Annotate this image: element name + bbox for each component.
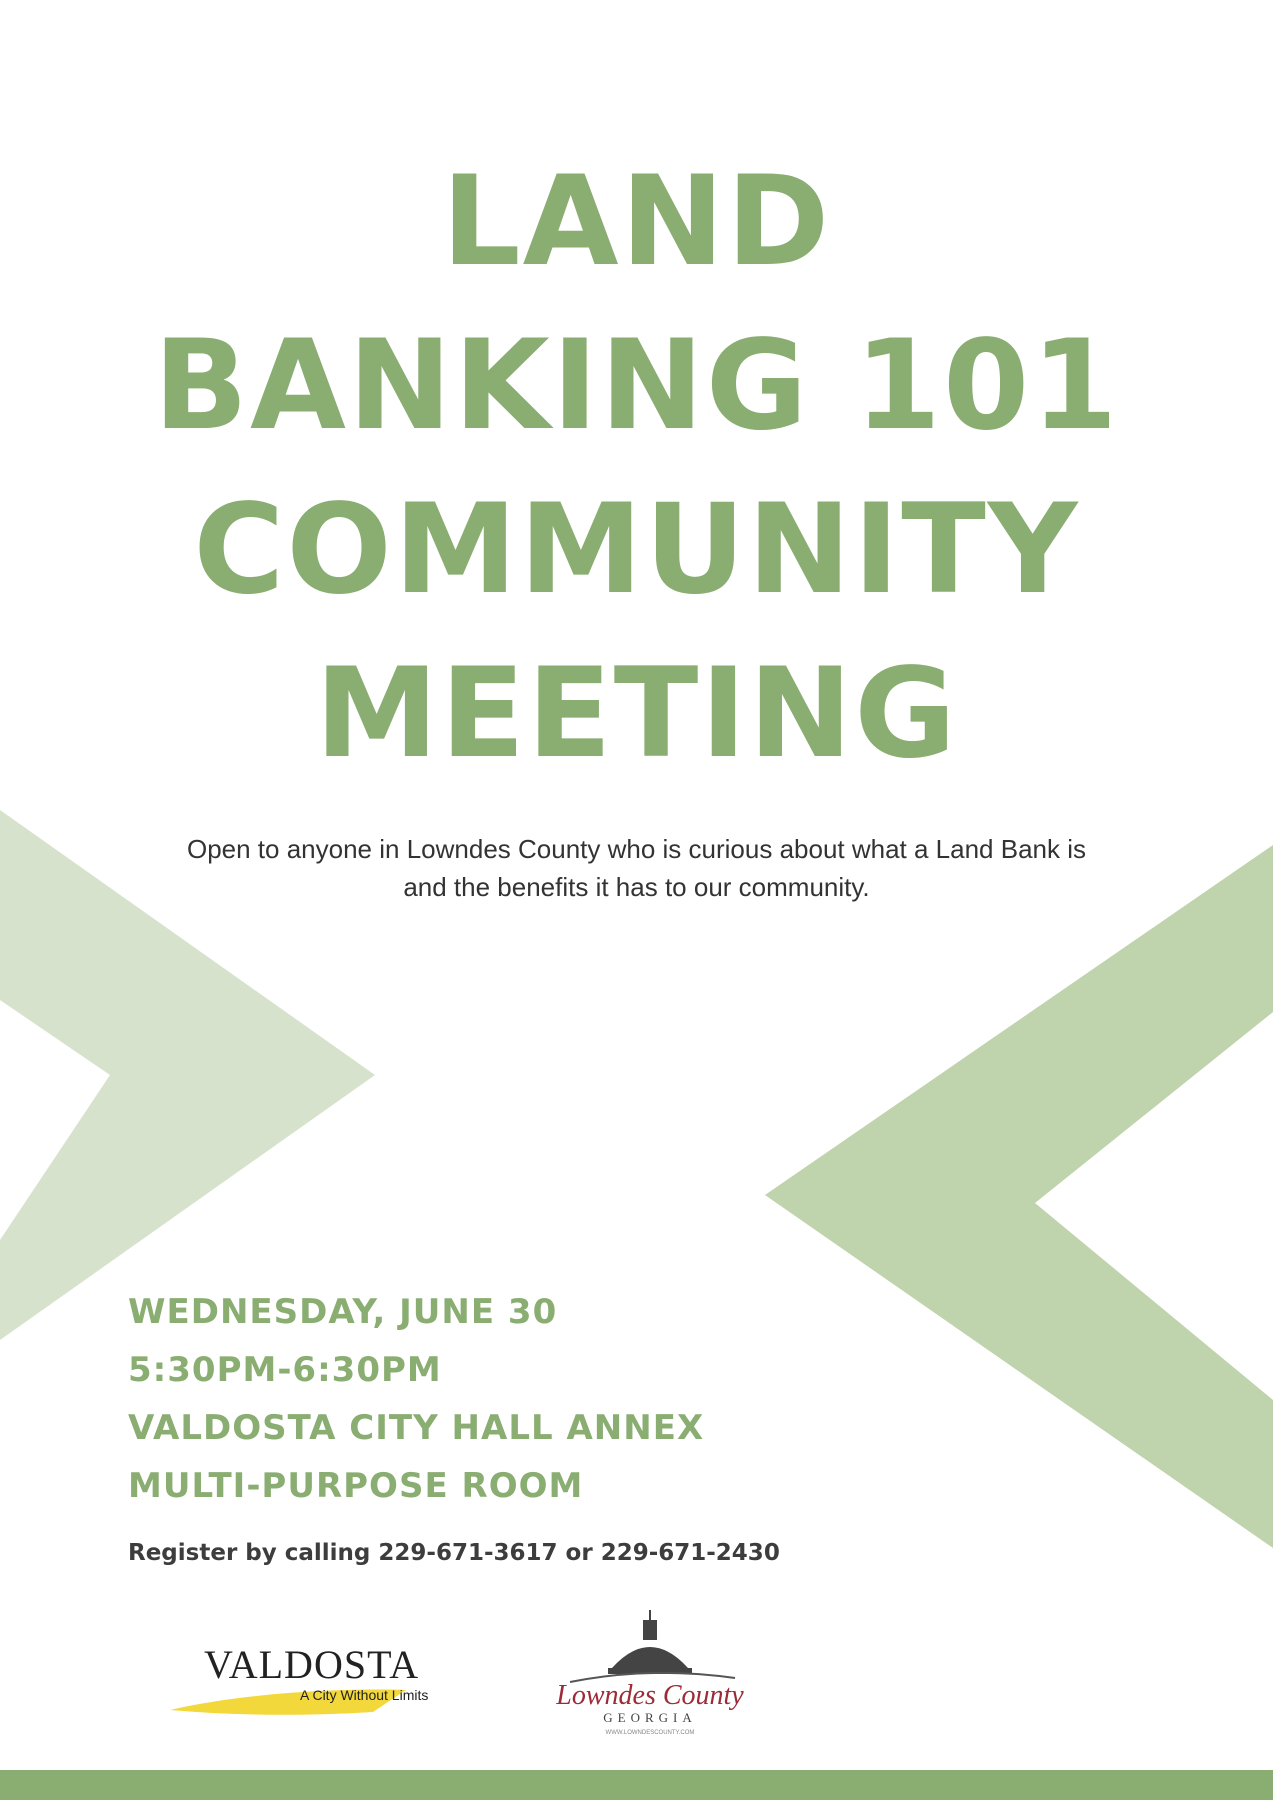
register-info: Register by calling 229-671-3617 or 229-671-2430 [128, 1540, 780, 1566]
title-line-1: LAND [441, 150, 832, 294]
title-line-2: BANKING 101 [153, 314, 1120, 458]
lowndes-wordmark: Lowndes County [556, 1680, 744, 1711]
event-details [128, 1283, 928, 1515]
event-time: 5:30PM-6:30PM [128, 1350, 442, 1390]
description [100, 830, 1173, 906]
title-line-4: MEETING [314, 642, 959, 786]
lowndes-url: WWW.LOWNDESCOUNTY.COM [605, 1730, 695, 1736]
description-line-1: Open to anyone in Lowndes County who is curious about what a Land Bank is [186, 834, 1087, 864]
valdosta-tagline: A City Without Limits [300, 1687, 429, 1703]
event-date: WEDNESDAY, JUNE 30 [128, 1292, 558, 1332]
description-line-2: and the benefits it has to our community. [403, 872, 870, 902]
lowndes-county-logo [550, 1608, 750, 1738]
title-line-3: COMMUNITY [193, 478, 1080, 622]
valdosta-logo [168, 1640, 458, 1730]
bottom-bar [0, 1770, 1273, 1800]
event-venue: VALDOSTA CITY HALL ANNEX [128, 1408, 705, 1448]
valdosta-wordmark: VALDOSTA [204, 1642, 420, 1687]
lowndes-state: GEORGIA [603, 1710, 697, 1725]
poster-title [0, 140, 1273, 796]
courthouse-dome-icon [570, 1610, 735, 1682]
event-room: MULTI-PURPOSE ROOM [128, 1466, 584, 1506]
